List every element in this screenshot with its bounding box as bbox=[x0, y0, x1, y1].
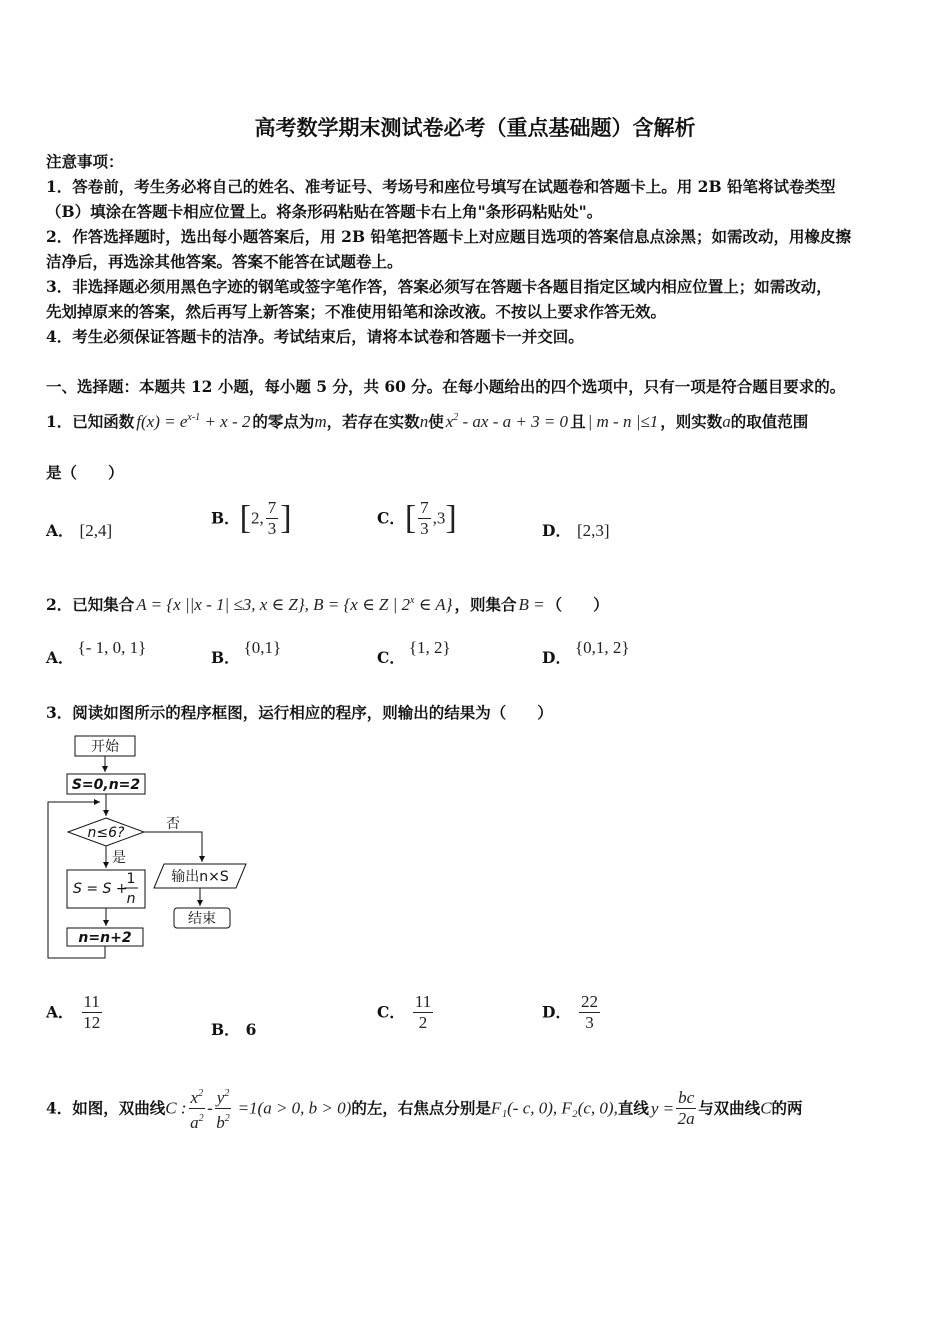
q3-option-a[interactable]: A． $\frac{11}{12}$ bbox=[46, 992, 101, 1032]
q2-option-a[interactable]: A．{- 1, 0, 1} bbox=[46, 638, 147, 667]
flowchart bbox=[40, 730, 260, 965]
q1-option-d[interactable]: D． [2,3] bbox=[542, 521, 610, 540]
flow-init-text: S=0,n=2 bbox=[71, 777, 141, 793]
page-title: 高考数学期末测试卷必考（重点基础题）含解析 bbox=[254, 115, 696, 140]
q2-option-c[interactable]: C．{1, 2} bbox=[377, 638, 451, 667]
notice-line-1: 1．答卷前，考生务必将自己的姓名、准考证号、考场号和座位号填写在试题卷和答题卡上。用 2B 铅笔将试卷类型 bbox=[46, 177, 836, 196]
flow-start-text: 开始 bbox=[91, 739, 119, 755]
notice-line-6: 先划掉原来的答案，然后再写上新答案；不准使用铅笔和涂改液。不按以上要求作答无效。 bbox=[46, 302, 667, 321]
flow-output-text: 输出n×S bbox=[171, 869, 229, 885]
flow-assign-num: 1 bbox=[126, 871, 136, 887]
notice-line-7: 4．考生必须保证答题卡的洁净。考试结束后，请将本试卷和答题卡一并交回。 bbox=[46, 327, 584, 346]
question-2: 2．已知集合 A = {x ||x - 1| ≤3, x ∈ Z}, B = {x ∈ Z | 2$^x$ ∈ A} ，则集合 B = （ ） bbox=[46, 595, 609, 614]
flow-end-text: 结束 bbox=[188, 911, 216, 927]
notice-line-5: 3．非选择题必须用黑色字迹的钢笔或签字笔作答，答案必须写在答题卡各题目指定区域内相应位置上；如需改动， bbox=[46, 277, 832, 296]
q3-option-b[interactable]: B． 6 bbox=[211, 1020, 257, 1039]
flow-assign-den: n bbox=[126, 891, 136, 907]
flow-assign-text: S = S + bbox=[73, 881, 128, 897]
notice-line-3: 2．作答选择题时，选出每小题答案后，用 2B 铅笔把答题卡上对应题目选项的答案信息点涂黑；如需改动，用橡皮擦 bbox=[46, 227, 851, 246]
flow-yes-label: 是 bbox=[112, 850, 126, 866]
question-1-line2: 是（ ） bbox=[46, 463, 124, 482]
question-4: 4．如图，双曲线C : $\frac{x^2}{a^2}$ - $\frac{y^2}{b^2}$ =1(a > 0, b > 0)的左，右焦点分别是F₁(- c, 0), F₂(c, 0),直线 y = $\frac{bc}{2a}$ 与双曲线C的两 bbox=[46, 1084, 803, 1133]
flow-decision-text: n≤6? bbox=[87, 825, 125, 841]
flow-no-label: 否 bbox=[166, 816, 180, 832]
q1-option-c[interactable]: C．[ $\frac{7}{3}$ ,3] bbox=[377, 498, 457, 538]
section-heading: 一、选择题：本题共 12 小题，每小题 5 分，共 60 分。在每小题给出的四个选项中，只有一项是符合题目要求的。 bbox=[46, 377, 846, 396]
q3-option-c[interactable]: C． $\frac{11}{2}$ bbox=[377, 992, 432, 1032]
notice-line-2: （B）填涂在答题卡相应位置上。将条形码粘贴在答题卡右上角"条形码粘贴处"。 bbox=[46, 202, 603, 221]
flow-incr-text: n=n+2 bbox=[78, 930, 132, 946]
question-3: 3．阅读如图所示的程序框图，运行相应的程序，则输出的结果为（ ） bbox=[46, 703, 553, 722]
q3-option-d[interactable]: D． $\frac{22}{3}$ bbox=[542, 992, 598, 1032]
notice-heading: 注意事项： bbox=[46, 152, 124, 171]
q2-option-d[interactable]: D．{0,1, 2} bbox=[542, 638, 630, 667]
notice-line-4: 洁净后，再选涂其他答案。答案不能答在试题卷上。 bbox=[46, 252, 403, 271]
q1-option-b[interactable]: B．[2, $\frac{7}{3}$ ] bbox=[211, 498, 292, 538]
q1-option-a[interactable]: A． [2,4] bbox=[46, 521, 113, 540]
q2-option-b[interactable]: B．{0,1} bbox=[211, 638, 282, 667]
question-1: 1．已知函数 $f(x) = e^{x-1} + x - 2$ 的零点为m，若存在实数n使 $x^2$ - ax - a + 3 = 0 且 | m - n |≤1 ，则实数a的取值范围 bbox=[46, 412, 809, 431]
